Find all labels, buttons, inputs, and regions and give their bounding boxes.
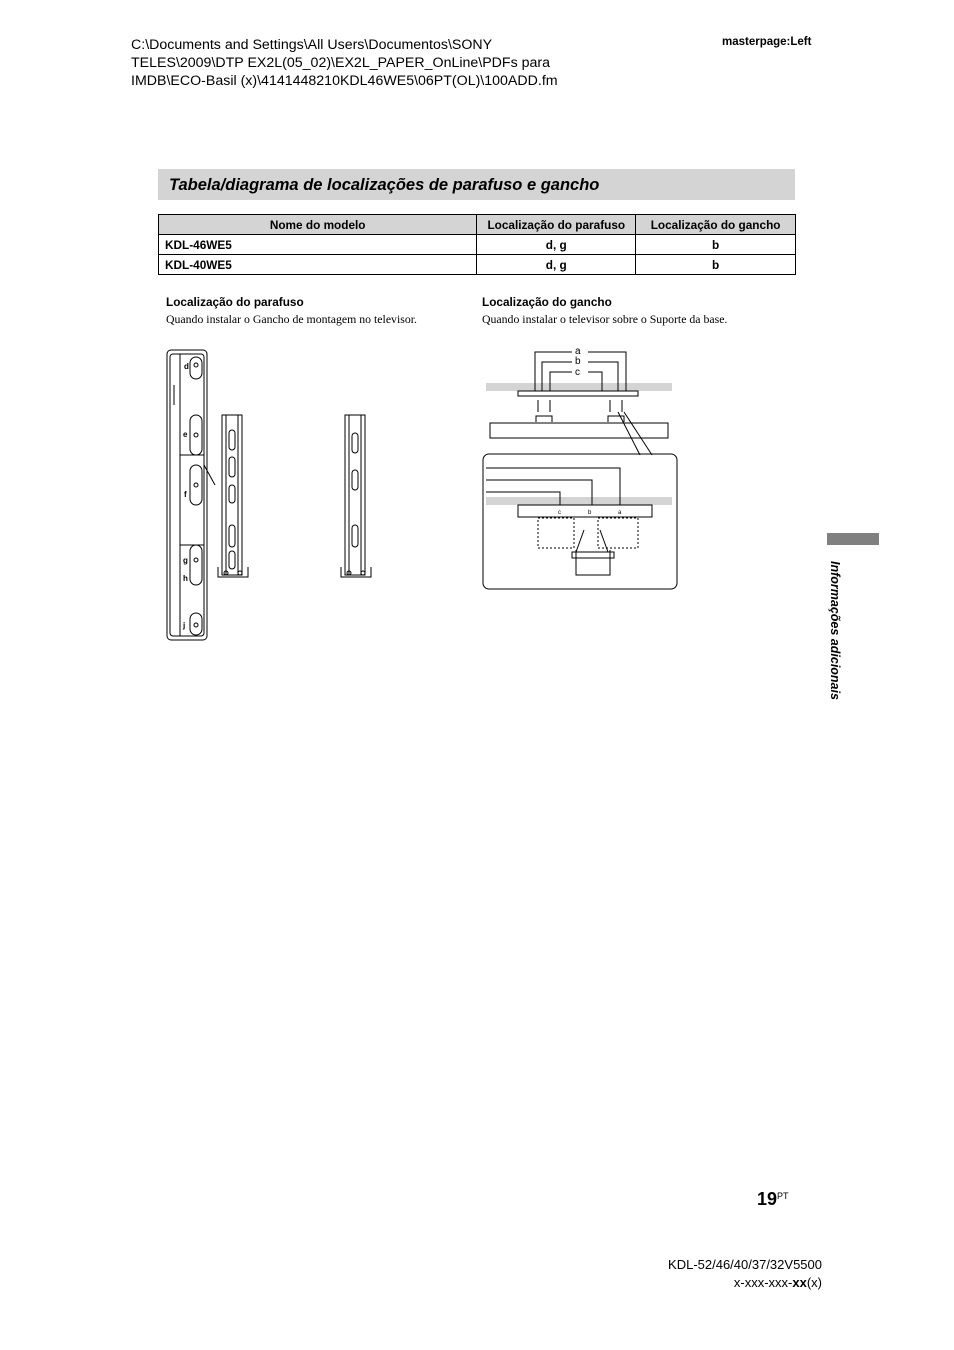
detail-label-a: a <box>618 510 622 516</box>
file-path-line: TELES\2009\DTP EX2L(05_02)\EX2L_PAPER_OnLine\PDFs para <box>131 55 551 71</box>
file-path <box>131 36 601 90</box>
hook-location-diagram <box>480 340 685 595</box>
screw-label-e: e <box>183 430 188 439</box>
hook-label-c: c <box>575 367 580 378</box>
model-table <box>158 214 796 275</box>
column-header: Nome do modelo <box>159 215 477 235</box>
page-number <box>757 1189 789 1210</box>
file-path-line: IMDB\ECO-Basil (x)\4141448210KDL46WE5\06PT(OL)\100ADD.fm <box>131 73 558 89</box>
table-row <box>159 255 796 275</box>
screw-location-cell: d, g <box>477 235 636 255</box>
screw-label-f: f <box>184 490 187 499</box>
section-title: Tabela/diagrama de localizações de parafuso e gancho <box>169 176 600 194</box>
table-row <box>159 235 796 255</box>
detail-label-b: b <box>588 510 592 516</box>
side-tab <box>827 533 879 545</box>
side-section-label: Informações adicionais <box>828 561 842 700</box>
hook-label-a: a <box>575 346 581 357</box>
hook-location-heading: Localização do gancho <box>482 295 612 309</box>
page-lang: PT <box>777 1191 789 1201</box>
screw-label-h: h <box>183 574 188 583</box>
file-path-line: C:\Documents and Settings\All Users\Documentos\SONY <box>131 37 493 53</box>
footer-code-bold: xx <box>792 1275 807 1290</box>
detail-label-c: c <box>558 510 561 516</box>
page-number-value: 19 <box>757 1189 778 1209</box>
hook-location-cell: b <box>636 235 796 255</box>
model-cell: KDL-40WE5 <box>159 255 477 275</box>
footer-model: KDL-52/46/40/37/32V5500 <box>668 1257 822 1272</box>
footer-code-suffix: (x) <box>806 1275 822 1290</box>
hook-location-description: Quando instalar o televisor sobre o Suporte da base. <box>482 312 728 326</box>
hook-label-b: b <box>575 356 581 367</box>
footer-code-prefix: x-xxx-xxx- <box>733 1275 793 1290</box>
model-cell: KDL-46WE5 <box>159 235 477 255</box>
screw-label-j: j <box>183 621 186 630</box>
screw-location-description: Quando instalar o Gancho de montagem no televisor. <box>166 312 417 326</box>
hook-location-cell: b <box>636 255 796 275</box>
footer-code <box>600 1275 822 1290</box>
screw-location-heading: Localização do parafuso <box>166 295 304 309</box>
table-header-row <box>159 215 796 235</box>
screw-label-g: g <box>183 556 188 565</box>
screw-location-diagram <box>160 345 390 645</box>
column-header: Localização do gancho <box>636 215 796 235</box>
masterpage-label: masterpage:Left <box>722 36 812 48</box>
screw-location-cell: d, g <box>477 255 636 275</box>
screw-label-d: d <box>184 362 189 371</box>
section-title-bar <box>158 169 795 200</box>
column-header: Localização do parafuso <box>477 215 636 235</box>
